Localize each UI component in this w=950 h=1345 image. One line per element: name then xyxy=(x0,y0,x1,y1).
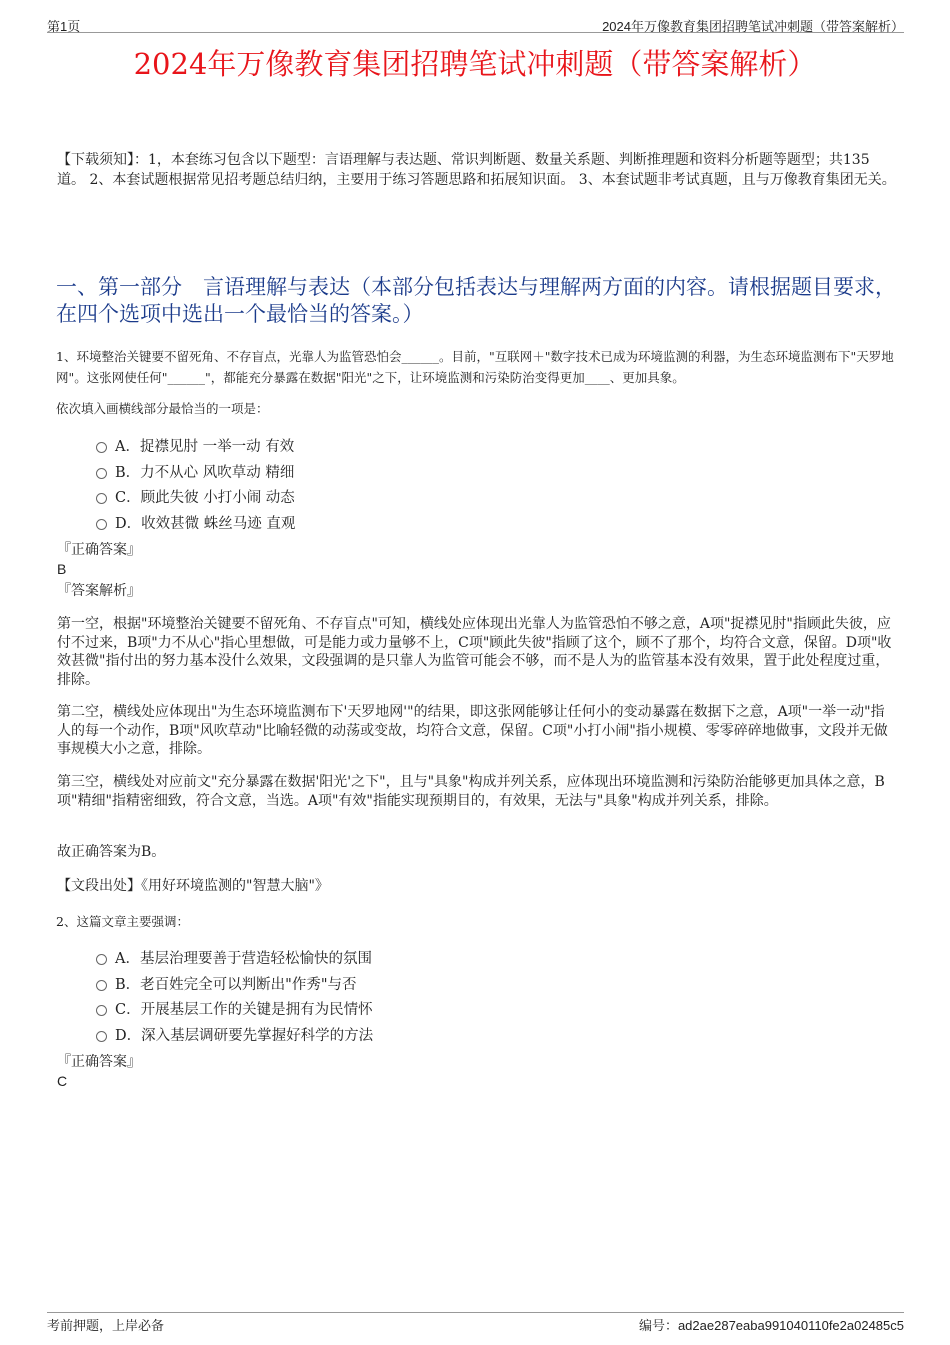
header-title: 2024年万像教育集团招聘笔试冲刺题（带答案解析） xyxy=(602,19,904,34)
option-c[interactable] xyxy=(96,996,373,1022)
option-label: D．收效甚微 蛛丝马迹 直观 xyxy=(115,515,296,532)
option-label: B．力不从心 风吹草动 精细 xyxy=(115,464,295,481)
radio-icon[interactable] xyxy=(96,468,107,479)
option-c[interactable] xyxy=(96,484,295,510)
section-heading: 一、第一部分 言语理解与表达（本部分包括表达与理解两方面的内容。请根据题目要求，在四个选项中选出一个最恰当的答案。） xyxy=(56,275,896,326)
analysis-paragraph-2: 第二空，横线处应体现出"为生态环境监测布下'天罗地网'"的结果，即这张网能够让任何小的变动暴露在数据下之意，A项"一举一动"指人的每一个动作，B项"风吹草动"比喻轻微的动荡或变故，均符合文意，保留。C项"小打小闹"指小规模、零零碎碎地做事，文段并无做事规模大小之意，排除。 xyxy=(57,704,888,757)
radio-icon[interactable] xyxy=(96,493,107,504)
option-a[interactable] xyxy=(96,433,295,459)
radio-icon[interactable] xyxy=(96,980,107,991)
document-title: 2024年万像教育集团招聘笔试冲刺题（带答案解析） xyxy=(133,47,817,81)
question-1-prompt: 依次填入画横线部分最恰当的一项是： xyxy=(56,401,269,416)
option-d[interactable] xyxy=(96,510,295,536)
footer-slogan: 考前押题，上岸必备 xyxy=(47,1318,165,1333)
option-a[interactable] xyxy=(96,945,373,971)
answer-label: 『正确答案』 xyxy=(57,542,141,558)
option-label: A．捉襟见肘 一举一动 有效 xyxy=(115,439,295,456)
radio-icon[interactable] xyxy=(96,954,107,965)
analysis-paragraph-1: 第一空，根据"环境整治关键要不留死角、不存盲点"可知，横线处应体现出光靠人为监管恐怕不够之意，A项"捉襟见肘"指顾此失彼，应付不过来，B项"力不从心"指心里想做，可是能力或力量够不上，C项"顾此失彼"指顾了这个，顾不了那个，均符合文意，保留。D项"收效甚微"指付出的努力基本没什么效果，文段强调的是只靠人为监管可能会不够，而不是人为的监管基本没有效果，置于此处程度过重，排除。 xyxy=(57,616,892,688)
option-b[interactable] xyxy=(96,459,295,485)
radio-icon[interactable] xyxy=(96,1031,107,1042)
option-b[interactable] xyxy=(96,971,373,997)
option-label: C．开展基层工作的关键是拥有为民情怀 xyxy=(115,1002,373,1019)
option-d[interactable] xyxy=(96,1022,373,1048)
download-notice: 【下载须知】：1，本套练习包含以下题型：言语理解与表达题、常识判断题、数量关系题、判断推理题和资料分析题等题型；共135道。 2、本套试题根据常见招考题总结归纳，主要用于练习答题思路和拓展知识面。 3、本套试题非考试真题，且与万像教育集团无关。 xyxy=(57,152,896,188)
page-footer xyxy=(47,1312,904,1333)
radio-icon[interactable] xyxy=(96,442,107,453)
option-label: D．深入基层调研要先掌握好科学的方法 xyxy=(115,1027,374,1044)
question-2-options xyxy=(96,945,373,1047)
question-1-options xyxy=(96,433,295,535)
analysis-label: 『答案解析』 xyxy=(57,583,141,599)
page-number: 第1页 xyxy=(47,19,81,34)
option-label: C．顾此失彼 小打小闹 动态 xyxy=(115,490,295,507)
source-citation: 【文段出处】《用好环境监测的"智慧大脑"》 xyxy=(57,878,329,894)
radio-icon[interactable] xyxy=(96,519,107,530)
analysis-conclusion: 故正确答案为B。 xyxy=(57,844,166,860)
question-1-stem: 1、环境整治关键要不留死角、不存盲点，光靠人为监管恐怕会______。目前，"互联网＋"数字技术已成为环境监测的利器，为生态环境监测布下"天罗地网"。这张网使任何"______"，都能充分暴露在数据"阳光"之下，让环境监测和污染防治变得更加____、更加具象。 xyxy=(56,349,894,385)
radio-icon[interactable] xyxy=(96,1005,107,1016)
document-id: 编号：ad2ae287eaba991040110fe2a02485c5 xyxy=(638,1318,904,1333)
answer-label: 『正确答案』 xyxy=(57,1054,141,1070)
page-header xyxy=(47,14,904,33)
answer-value: B xyxy=(57,561,67,577)
analysis-paragraph-3: 第三空，横线处对应前文"充分暴露在数据'阳光'之下"，且与"具象"构成并列关系，应体现出环境监测和污染防治能够更加具体之意，B项"精细"指精密细致，符合文意，当选。A项"有效"指能实现预期目的，有效果，无法与"具象"构成并列关系，排除。 xyxy=(57,774,885,809)
answer-value: C xyxy=(57,1073,68,1089)
question-2-stem: 2、这篇文章主要强调： xyxy=(56,914,189,929)
option-label: A．基层治理要善于营造轻松愉快的氛围 xyxy=(115,951,372,968)
option-label: B．老百姓完全可以判断出"作秀"与否 xyxy=(115,976,357,993)
